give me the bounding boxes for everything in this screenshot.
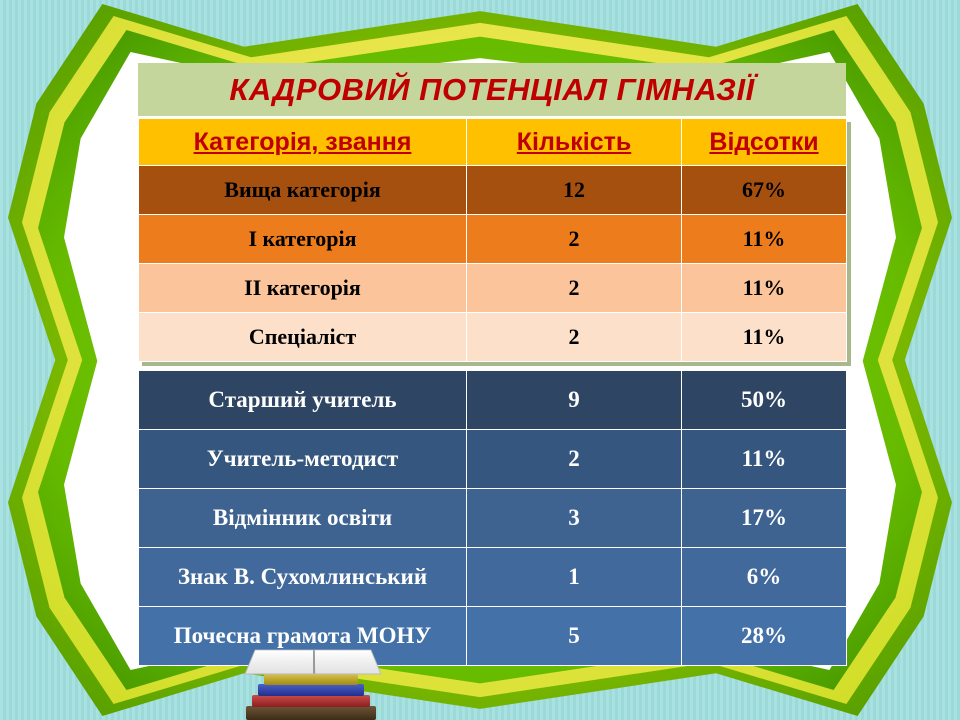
row-label: Учитель-методист [139, 430, 467, 489]
row-label: І категорія [139, 215, 467, 264]
row-percent: 67% [682, 166, 847, 215]
row-percent: 28% [682, 607, 847, 666]
row-count: 1 [467, 548, 682, 607]
table-header-row [139, 119, 847, 166]
row-percent: 11% [682, 430, 847, 489]
table-row [139, 548, 847, 607]
row-count: 3 [467, 489, 682, 548]
row-label: Спеціаліст [139, 313, 467, 362]
row-percent: 50% [682, 371, 847, 430]
row-label: Старший учитель [139, 371, 467, 430]
column-header-count: Кількість [467, 119, 682, 166]
row-label: ІІ категорія [139, 264, 467, 313]
open-book [244, 650, 381, 675]
table-row [139, 313, 847, 362]
row-count: 2 [467, 430, 682, 489]
table-row [139, 166, 847, 215]
page-title: КАДРОВИЙ ПОТЕНЦІАЛ ГІМНАЗІЇ [229, 71, 755, 107]
row-count: 12 [467, 166, 682, 215]
row-label: Відмінник освіти [139, 489, 467, 548]
row-label: Вища категорія [139, 166, 467, 215]
table-row [139, 430, 847, 489]
row-percent: 6% [682, 548, 847, 607]
column-header-percent: Відсотки [682, 119, 847, 166]
row-percent: 17% [682, 489, 847, 548]
table-row [139, 215, 847, 264]
row-label: Почесна грамота МОНУ [139, 607, 467, 666]
table-row [139, 489, 847, 548]
row-count: 5 [467, 607, 682, 666]
book-bottom [246, 706, 376, 720]
row-count: 2 [467, 264, 682, 313]
book-yellow [264, 674, 358, 685]
stack-of-books-icon [236, 648, 396, 720]
qualification-category-table [138, 118, 847, 362]
book-red [252, 695, 370, 707]
row-count: 2 [467, 313, 682, 362]
column-header-category: Категорія, звання [139, 119, 467, 166]
book-blue [258, 684, 364, 696]
titles-awards-table [138, 370, 847, 666]
title-banner [138, 63, 846, 116]
row-label: Знак В. Сухомлинський [139, 548, 467, 607]
row-count: 2 [467, 215, 682, 264]
row-count: 9 [467, 371, 682, 430]
row-percent: 11% [682, 313, 847, 362]
row-percent: 11% [682, 264, 847, 313]
table-row [139, 264, 847, 313]
table-row [139, 371, 847, 430]
row-percent: 11% [682, 215, 847, 264]
